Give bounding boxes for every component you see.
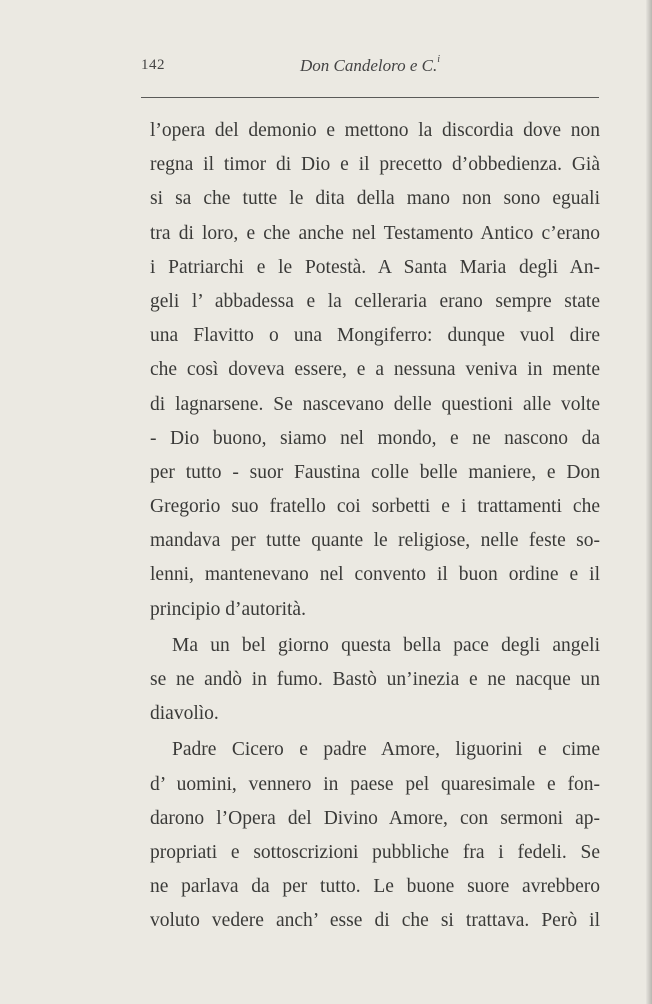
text-line: mandava per tutte quante le religiose, nelle feste so- [150,530,600,552]
text-line: tra di loro, e che anche nel Testamento Antico c’erano [150,222,600,244]
text-line: d’ uomini, vennero in paese pel quaresimale e fon- [150,773,600,795]
text-line: si sa che tutte le dita della mano non sono eguali [150,188,600,210]
text-line: per tutto - suor Faustina colle belle maniere, e Don [150,461,600,483]
running-title-text: Don Candeloro e C. [300,56,438,75]
body-text [150,114,600,939]
text-line: darono l’Opera del Divino Amore, con sermoni ap- [150,807,600,829]
text-line: principio d’autorità. [150,598,306,620]
text-line: voluto vedere anch’ esse di che si trattava. Però il [150,910,600,932]
text-line: se ne andò in fumo. Bastò un’inezia e ne nacque un [150,669,600,690]
running-title-superscript: i [437,54,441,66]
text-line: lenni, mantenevano nel convento il buon ordine e il [150,564,600,586]
text-line: propriati e sottoscrizioni pubbliche fra i fedeli. Se [150,841,600,863]
text-line: una Flavitto o una Mongiferro: dunque vuol dire [150,325,600,347]
text-line: Ma un bel giorno questa bella pace degli angeli [172,634,600,656]
page-edge-shadow [646,0,652,1004]
text-line: geli l’ abbadessa e la celleraria erano sempre state [150,290,600,312]
text-line: regna il timor di Dio e il precetto d’obbedienza. Già [150,154,600,176]
text-line: - Dio buono, siamo nel mondo, e ne nascono da [150,427,600,449]
text-line: Gregorio suo fratello coi sorbetti e i trattamenti che [150,496,600,518]
text-line: di lagnarsene. Se nascevano delle questioni alle volte [150,393,600,415]
header-rule [141,97,599,98]
text-line: che così doveva essere, e a nessuna veniva in mente [150,359,600,381]
text-line: diavolìo. [150,703,219,725]
text-line: ne parlava da per tutto. Le buone suore avrebbero [150,876,600,898]
text-line: Padre Cicero e padre Amore, liguorini e cime [172,739,600,761]
text-line: i Patriarchi e le Potestà. A Santa Maria degli An- [150,256,600,278]
text-line: l’opera del demonio e mettono la discordia dove non [150,120,600,141]
page-number: 142 [141,57,165,73]
running-title [300,56,440,76]
